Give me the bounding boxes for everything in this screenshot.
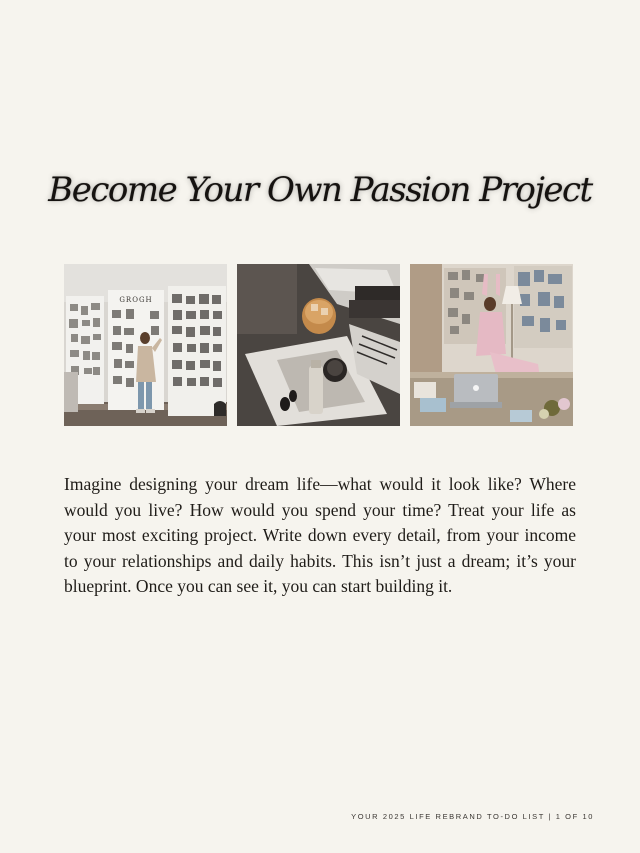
page-footer: YOUR 2025 LIFE REBRAND TO-DO LIST | 1 OF 10 — [351, 812, 594, 821]
vision-board-wall-photo — [64, 264, 227, 426]
woman-stretching-at-desk-photo — [410, 264, 573, 426]
body-paragraph: Imagine designing your dream life—what would it look like? Where would you live? How would you spend your time? Treat your life as your most exciting project. Write down every detail, from your income to your relationships and daily habits. This isn’t just a dream; it’s your blueprint. Once you can see it, you can start building it. — [64, 474, 576, 596]
photo-strip — [64, 264, 573, 426]
page-title: Become Your Own Passion Project — [48, 170, 592, 210]
coffee-and-magazines-photo — [237, 264, 400, 426]
vision-board-sign: GROGH — [119, 296, 153, 304]
